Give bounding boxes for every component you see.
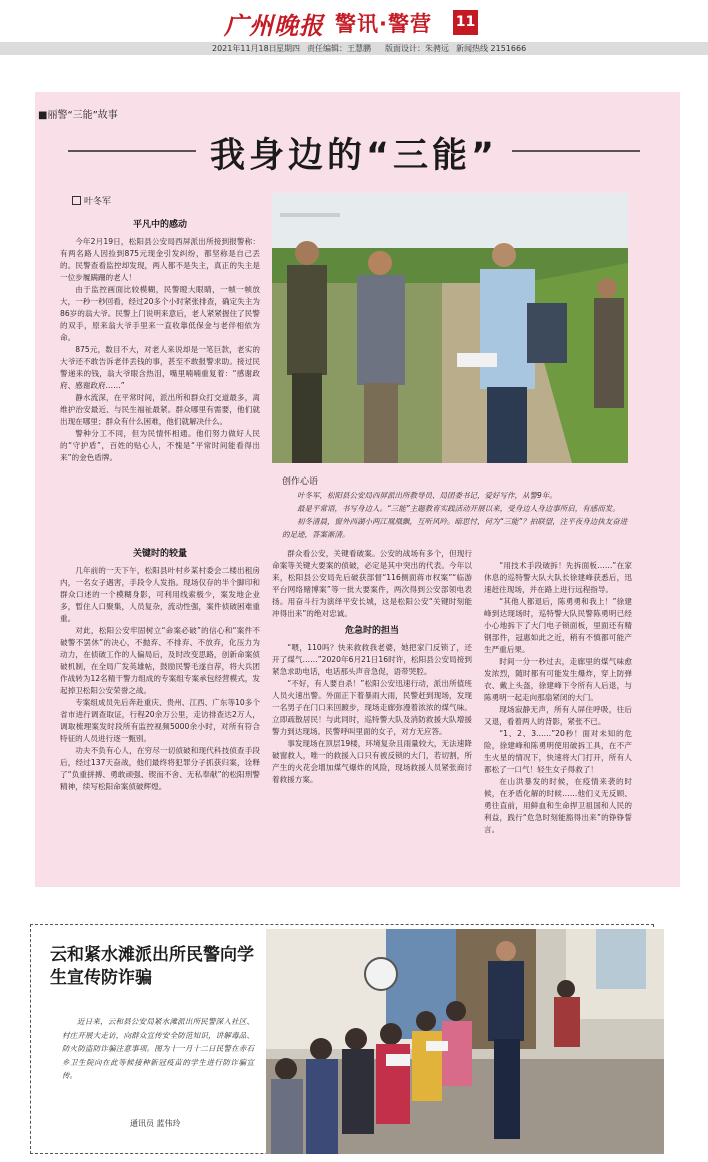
news-hotline: 新闻热线 2151666	[456, 44, 527, 53]
paragraph: “其他人都退后，陈勇勇和我上！”徐建峰到达现场时，巡特警大队民警陈勇明已经小心地拆下了大门电子锁面板，里面还有精钢部件，冠惠如此之近，稍有不慎都可能产生严重后果。	[484, 597, 632, 654]
paragraph: 时间一分一秒过去，走廊里的煤气味愈发浓烈，随时都有可能发生爆炸，穿上防弹衣、戴上头盔，徐建峰下令所有人后退，与陈勇明一起走向那扇紧闭的大门。	[484, 657, 632, 702]
paragraph: 今年2月19日，松阳县公安局西屏派出所接到报警称：有两名路人因捡到875元现金引发纠纷，都坚称是自己丢的。民警查看监控却发现，两人都不是失主，真正的失主是一位步履蹒跚的老人！	[60, 237, 260, 282]
paragraph: 由于监控画面比较模糊，民警瞪大眼睛，一帧一帧放大，一秒一秒回看，经过20多个小时紧张排查，确定失主为86岁的翁大爷。民警上门说明来意后，老人紧紧握住了民警的双手，原来翁大爷手里来一直收靠低保金与老伴相依为命。	[60, 285, 260, 342]
paragraph: 现场寂静无声，所有人屏住呼吸，往后又退，看着两人的背影，紧张不已。	[484, 705, 632, 726]
caption-title: 创作心语	[282, 477, 319, 487]
paragraph: 静水流深，在平常时间，派出所和群众打交道最多，离维护治安最近、与民生福祉最紧。群众哪里有需要，他们就出现在哪里；群众有什么困难，他们就解决什么。	[60, 393, 260, 426]
paragraph: 在山洪暴发的时候，在疫情来袭的时候，在矛盾化解的时候……他们义无反顾、勇往直前，用鲜血和生命捍卫祖国和人民的利益，践行“危急时刻能豁得出来”的铮铮誓言。	[484, 777, 632, 834]
paragraph: 警种分工不同，但为民情怀相通。他们努力做好人民的“守护盾”，百姓的贴心人，不愧是“平常时间能看得出来”的金色盾牌。	[60, 429, 260, 462]
paragraph: 专案组成员先后奔赴重庆、贵州、江西、广东等10多个省市进行调查取证，行程20余万公里，走访排查达2万人，调取梳理案发时段所有监控视频5000余小时，对所有符合特征的人员进行逐一甄别。	[60, 698, 260, 743]
series-kicker: ■丽警“三能”故事	[38, 110, 118, 121]
paragraph: “喂，110吗？快来救救我老婆，她把家门反锁了，还开了煤气……”2020年6月21日16时许，松阳县公安局接到紧急求助电话，电话那头声音急促，语带哭腔。	[272, 643, 472, 676]
page-number-badge: 11	[453, 10, 478, 35]
paragraph: 群众看公安，关键看破案。公安的战场有多个，但现行命案等关键大要案的侦破，必定是其中突出的代表。今年以来，松阳县公安局先后破获部督“116侧面蒋市权案”“临游平台网络赌博案”等一批大要案件，两次得到公安部领电表扬。用奋斗行为演绎平安长城，这是松阳公安“关键时刻能冲得出来”的绝对忠诚。	[272, 549, 472, 618]
news-brief-credit: 通讯员 蓝伟玲	[130, 1119, 181, 1128]
issue-weekday: 星期四	[276, 44, 300, 53]
feature-headline	[0, 128, 708, 178]
issue-date: 2021年11月18日	[212, 44, 277, 53]
section-heading-ordinary-moments: 平凡中的感动	[132, 220, 187, 230]
feature-photo	[272, 193, 628, 463]
paragraph: 对此，松阳公安牢固树立“命案必破”的信心和“案件不破警不罢休”的决心，不抛弃、不排弃、不放弃，化压力为动力，在侦破工作的人偏局后，及时改变思路，创新命案侦破机制，在全局广发英雄帖，鼓励民警毛遂自荐，将大兵团作战转为12名精干警力组成的专案组专案承包经营模式，发起掉卫松阳公安荣誉之战。	[60, 626, 260, 695]
news-brief-body	[62, 1015, 254, 1083]
news-brief-title: 云和紧水滩派出所民警向学生宣传防诈骗	[50, 945, 254, 988]
editor-credit: 责任编辑：王慧鹏	[307, 44, 371, 53]
caption-paragraph: 初冬清晨，窗外西湖小两江凰凰飘，互听风吟。暗思忖，何为“三能”？拍联望，注平夜身边执友奋进的足迹，答案渐清。	[282, 517, 628, 539]
author-byline: 叶冬军	[72, 194, 111, 207]
paragraph: 几年前的一天下午，松阳县叶村乡某村委会二楼出租房内，一名女子遇害，手段令人发指。现场仅存的半个脚印和群众口述的一个模糊身影，可利用线索极少，案发地企业多，暂住人口聚集，人员复杂，流动性强，案件侦破困难重重。	[60, 566, 260, 623]
section-name: 警讯·警营	[335, 12, 432, 36]
paragraph: “不好，有人要自杀！”松阳公安迅速行动，派出所值班人员火速出警。外面正下着暴雨大雨，民警赶到现场，发现一名男子在门口来回踱步，现场走廊弥漫着浓浓的煤气味。立即疏散居民！与此同时，巡特警大队及消防救援大队增援警力到达现场。民警呼叫里面的女子，对方无应答。	[272, 679, 472, 736]
feature-photo-image	[272, 193, 628, 463]
paragraph: 功夫不负有心人，在穷尽一切侦破和现代科技侦查手段后，经过137天奋战，他们最终将犯罪分子抓获归案，诠释了“负重拼搏、勇敢顽强、锲而不舍、无私奉献”的松阳刑警精神，续写松阳命案侦破辉煌。	[60, 746, 260, 791]
article-column-3	[484, 560, 632, 878]
paragraph: 近日来，云和县公安局紧水滩派出所民警深入社区、村庄开展大走访，向群众宣传安全防范知识，讲解毒品、防火防盗防诈骗注意事项。图为十一月十二日民警在赤石乡卫生院向在此等候接种新冠疫苗的学生进行防诈骗宣传。	[62, 1017, 254, 1080]
article-column-2	[272, 548, 472, 878]
news-brief-photo-image	[266, 929, 664, 1154]
paragraph: 875元，数目不大，对老人来说却是一笔巨款，老实的大爷还不敢告诉老伴丢钱的事，甚至不敢报警求助。接过民警递来的钱，翁大爷眼含热泪，嘴里喃喃重复着：“感谢政府、感谢政府……”	[60, 345, 260, 390]
section-heading-critical-contest: 关键时的较量	[132, 549, 187, 559]
masthead	[0, 0, 708, 42]
caption-paragraph: 最是平常语，书写身边人。“三能”主题教育实践活动开展以来，受身边人身边事所启，有感而发。	[297, 504, 620, 513]
feature-headline-text: 我身边的“三能”	[196, 136, 512, 176]
designer-credit: 版面设计：朱骋远	[385, 44, 449, 53]
dateline-bar	[0, 42, 708, 55]
news-brief-photo	[266, 929, 664, 1154]
paragraph: “1、2、3……”20秒！面对未知的危险，徐建峰和陈勇明使用破拆工具，在不产生火星的情况下，快速将大门打开，所有人都松了一口气！轻生女子得救了！	[484, 729, 632, 774]
caption-paragraph: 叶冬军，松阳县公安局西屏派出所教导员、局团委书记，爱好写作，从警9年。	[297, 491, 557, 500]
section-heading-crisis-duty: 危急时的担当	[344, 626, 399, 636]
paragraph: “用技术手段破拆！先拆面板……”在家休息的巡特警大队大队长徐建峰获悉后，迅速赶往现场，并在路上进行远程指导。	[484, 561, 632, 594]
newspaper-name: 广州晚报	[224, 11, 324, 40]
article-column-1-lower	[60, 543, 260, 873]
author-note	[282, 489, 628, 541]
paragraph: 事发现场在顶层19楼，环境复杂且雨量较大，无法速降破窗救人，唯一的救援入口只有被反锁的大门，若切割，所产生的火花会增加煤气爆炸的风险，现场救援人员紧张商讨着救援方案。	[272, 739, 472, 784]
